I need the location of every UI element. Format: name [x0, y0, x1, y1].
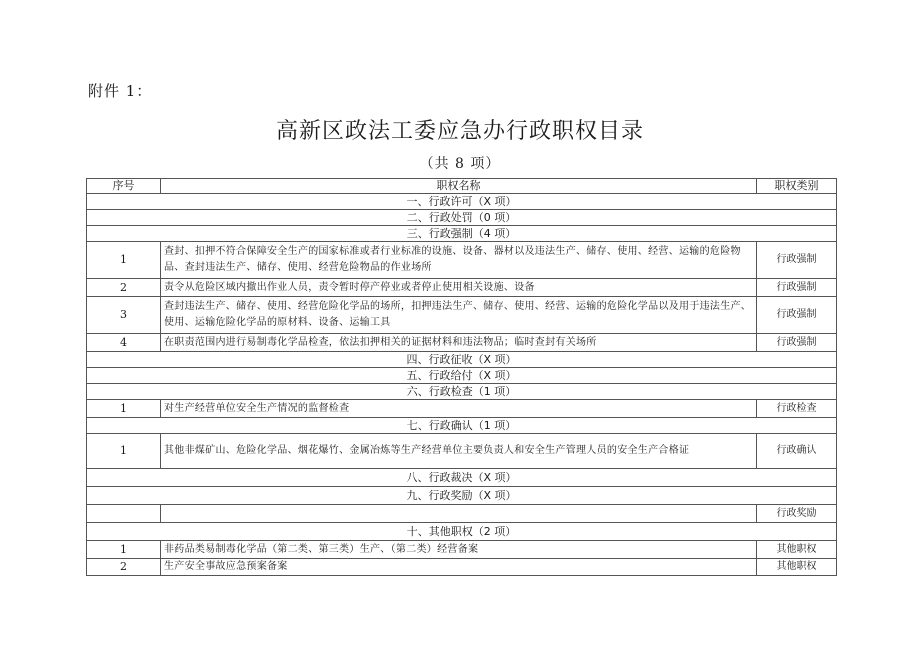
section-row — [87, 487, 837, 505]
row-category: 行政强制 — [757, 279, 837, 297]
header-category: 职权类别 — [757, 179, 837, 194]
section-row — [87, 226, 837, 242]
row-category: 行政确认 — [757, 434, 837, 469]
table-row — [87, 505, 837, 523]
row-number: 4 — [87, 334, 161, 352]
row-content: 责令从危险区域内撤出作业人员，责令暂时停产停业或者停止使用相关设施、设备 — [161, 279, 757, 297]
row-content: 查封违法生产、储存、使用、经营危险化学品的场所，扣押违法生产、储存、使用、经营、运输的危险化学品以及用于违法生产、使用、运输危险化学品的原材料、设备、运输工具 — [161, 297, 757, 334]
row-category: 其他职权 — [757, 541, 837, 559]
table-row — [87, 242, 837, 279]
section-row — [87, 469, 837, 487]
section-title: 四、行政征收（X 项） — [87, 352, 837, 368]
header-number: 序号 — [87, 179, 161, 194]
table-row — [87, 541, 837, 559]
row-content: 生产安全事故应急预案备案 — [161, 559, 757, 576]
row-content: 在职责范围内进行易制毒化学品检查，依法扣押相关的证据材料和违法物品；临时查封有关场所 — [161, 334, 757, 352]
row-category: 行政检查 — [757, 400, 837, 418]
section-title: 六、行政检查（1 项） — [87, 384, 837, 400]
row-category: 行政强制 — [757, 297, 837, 334]
section-row — [87, 194, 837, 210]
row-category: 行政强制 — [757, 334, 837, 352]
table-header-row — [87, 179, 837, 194]
section-row — [87, 368, 837, 384]
section-row — [87, 523, 837, 541]
row-number: 3 — [87, 297, 161, 334]
section-row — [87, 384, 837, 400]
table-row — [87, 279, 837, 297]
item-count: （共 8 项） — [419, 156, 501, 172]
authority-table — [86, 178, 837, 576]
row-number: 1 — [87, 434, 161, 469]
row-number — [87, 505, 161, 523]
section-title: 一、行政许可（X 项） — [87, 194, 837, 210]
section-title: 二、行政处罚（0 项） — [87, 210, 837, 226]
page-title: 高新区政法工委应急办行政职权目录 — [275, 119, 644, 144]
row-number: 1 — [87, 541, 161, 559]
header-name: 职权名称 — [161, 179, 757, 194]
section-row — [87, 210, 837, 226]
section-row — [87, 418, 837, 434]
row-number: 2 — [87, 279, 161, 297]
row-content: 对生产经营单位安全生产情况的监督检查 — [161, 400, 757, 418]
row-number: 2 — [87, 559, 161, 576]
section-title: 十、其他职权（2 项） — [87, 523, 837, 541]
section-title: 八、行政裁决（X 项） — [87, 469, 837, 487]
attachment-label: 附件 1： — [88, 82, 153, 100]
table-row — [87, 559, 837, 576]
row-content: 非药品类易制毒化学品（第二类、第三类）生产、（第二类）经营备案 — [161, 541, 757, 559]
section-title: 九、行政奖励（X 项） — [87, 487, 837, 505]
table-row — [87, 434, 837, 469]
row-category: 其他职权 — [757, 559, 837, 576]
row-number: 1 — [87, 242, 161, 279]
section-title: 七、行政确认（1 项） — [87, 418, 837, 434]
table-row — [87, 334, 837, 352]
table-row — [87, 297, 837, 334]
row-number: 1 — [87, 400, 161, 418]
row-category: 行政奖励 — [757, 505, 837, 523]
section-row — [87, 352, 837, 368]
table-row — [87, 400, 837, 418]
row-category: 行政强制 — [757, 242, 837, 279]
section-title: 五、行政给付（X 项） — [87, 368, 837, 384]
section-title: 三、行政强制（4 项） — [87, 226, 837, 242]
row-content: 查封、扣押不符合保障安全生产的国家标准或者行业标准的设施、设备、器材以及违法生产、储存、使用、经营、运输的危险物品、查封违法生产、储存、使用、经营危险物品的作业场所 — [161, 242, 757, 279]
row-content — [161, 505, 757, 523]
row-content: 其他非煤矿山、危险化学品、烟花爆竹、金属冶炼等生产经营单位主要负责人和安全生产管理人员的安全生产合格证 — [161, 434, 757, 469]
